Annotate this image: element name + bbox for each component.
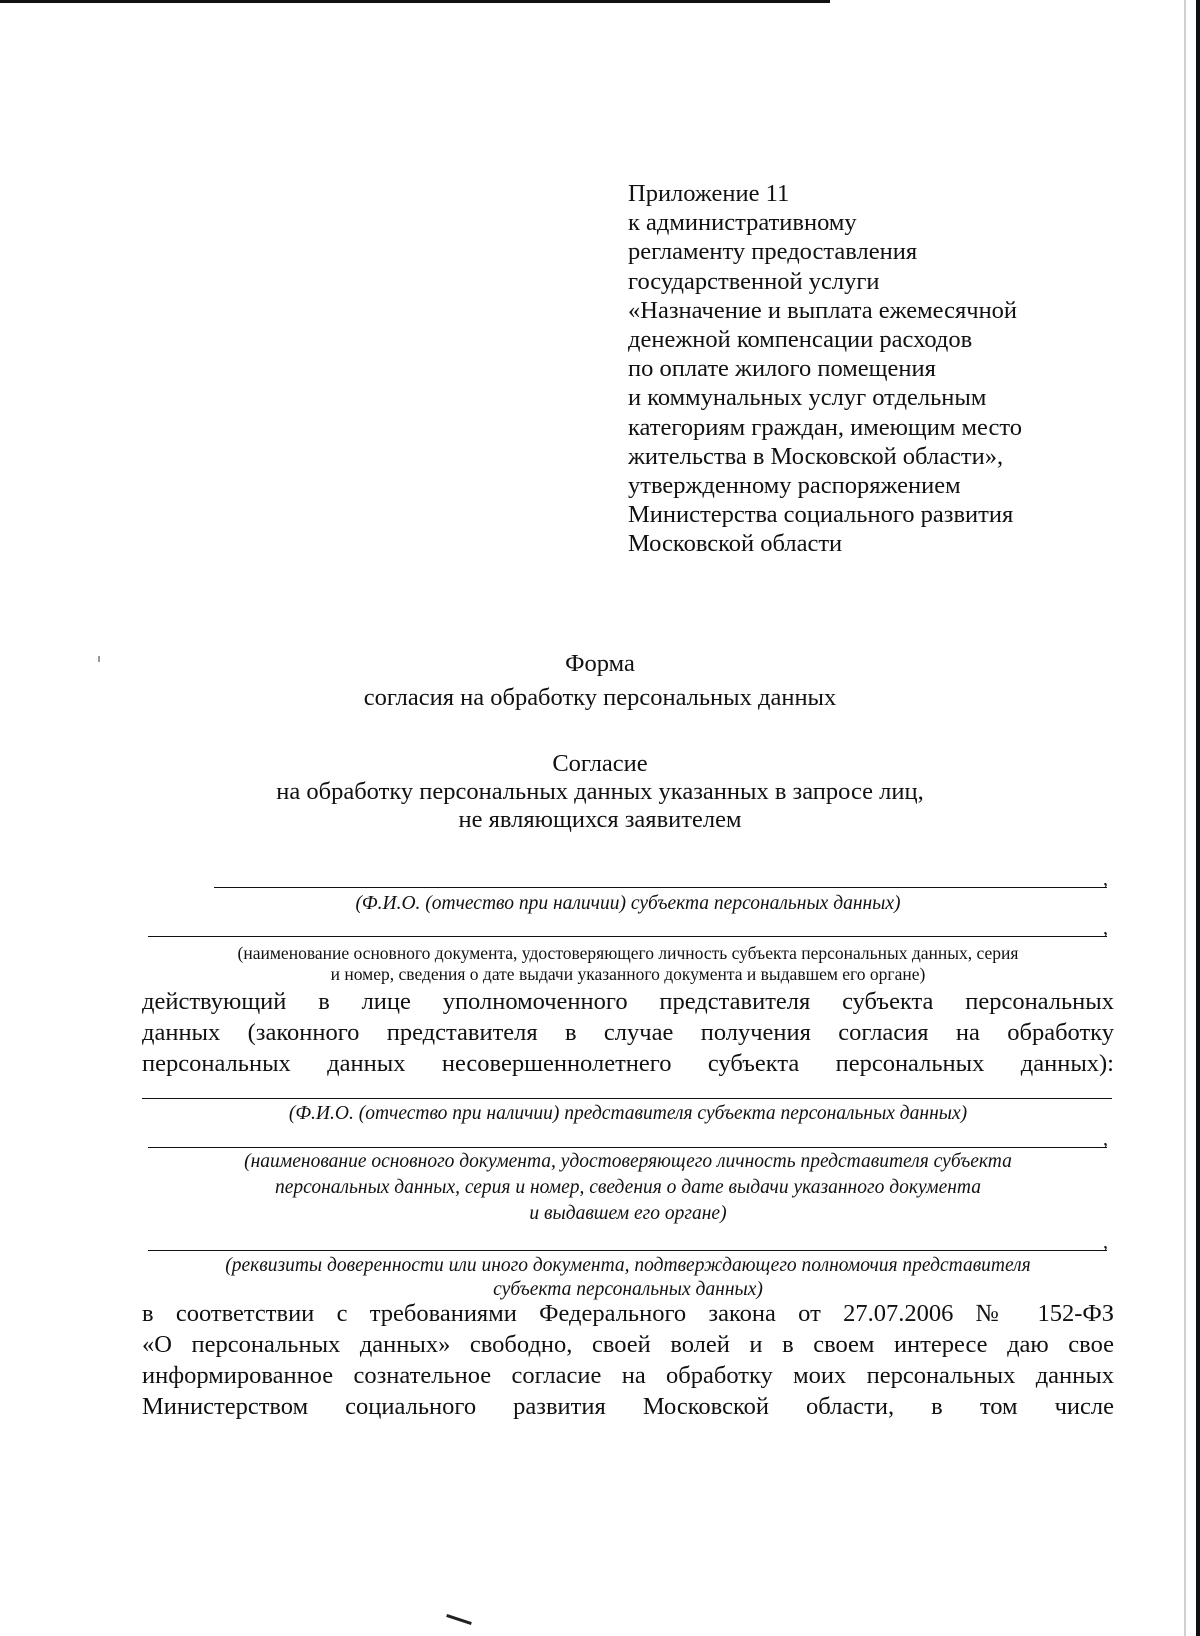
annex-line: государственной услуги (628, 267, 880, 295)
line-comma: , (1103, 917, 1108, 939)
annex-line: Приложение 11 (628, 180, 790, 207)
representative-name-line (142, 1098, 1112, 1099)
annex-line: Министерства социального развития (628, 501, 1014, 529)
form-subtitle: согласия на обработку персональных данных (363, 684, 837, 711)
annex-line: регламенту предоставления (628, 238, 918, 266)
subject-name-line (214, 887, 1107, 888)
paragraph-line: «О персональных данных» свободно, своей волей и в своем интересе даю свое (142, 1331, 1114, 1358)
annex-line: по оплате жилого помещения (628, 355, 936, 383)
line-comma: , (1103, 1128, 1108, 1150)
representative-document-caption-1: (наименование основного документа, удостоверяющего личность представителя субъекта (244, 1151, 1012, 1172)
annex-line: денежной компенсации расходов (628, 326, 973, 354)
representative-name-caption: (Ф.И.О. (отчество при наличии) представителя субъекта персональных данных) (288, 1103, 968, 1124)
subject-document-caption-1: (наименование основного документа, удостоверяющего личность субъекта персональных данных, серия (237, 943, 1019, 963)
subject-document-line (148, 936, 1107, 937)
line-comma: , (1103, 1231, 1108, 1253)
law-paragraph (142, 1298, 1114, 1422)
representative-document-caption-3: и выдавшем его органе) (529, 1203, 727, 1224)
subject-name-caption: (Ф.И.О. (отчество при наличии) субъекта персональных данных) (355, 893, 901, 914)
annex-line: к административному (628, 209, 857, 237)
annex-block (628, 179, 1148, 559)
annex-line: Московской области (628, 530, 843, 558)
paragraph-line: информированное сознательное согласие на обработку моих персональных данных (142, 1362, 1114, 1389)
paragraph-line: данных (законного представителя в случае получения согласия на обработку (142, 1019, 1114, 1046)
annex-line: и коммунальных услуг отдельным (628, 384, 987, 412)
annex-line: «Назначение и выплата ежемесячной (628, 296, 1018, 324)
power-of-attorney-caption-1: (реквизиты доверенности или иного документа, подтверждающего полномочия представителя (225, 1255, 1031, 1276)
consent-subtitle-line-2: не являющихся заявителем (458, 806, 742, 833)
paragraph-line: действующий в лице уполномоченного представителя субъекта персональных (142, 988, 1114, 1015)
subject-document-caption-2: и номер, сведения о дате выдачи указанного документа и выдавшем его органе) (330, 964, 926, 984)
paragraph-line: персональных данных несовершеннолетнего субъекта персональных данных): (142, 1050, 1114, 1077)
consent-title: Согласие (552, 750, 648, 777)
scan-mark (446, 1614, 472, 1625)
annex-line: жительства в Московской области», (628, 442, 1004, 470)
scan-top-edge (0, 0, 830, 3)
annex-line: утвержденному распоряжением (628, 472, 961, 500)
representative-document-line (148, 1147, 1107, 1148)
paragraph-line: Министерством социального развития Московской области, в том числе (142, 1393, 1114, 1420)
representative-document-caption-2: персональных данных, серия и номер, сведения о дате выдачи указанного документа (275, 1177, 981, 1198)
paragraph-line: в соответствии с требованиями Федерального закона от 27.07.2006 № 152-ФЗ (142, 1300, 1114, 1327)
power-of-attorney-line (148, 1250, 1107, 1251)
form-title: Форма (565, 650, 635, 677)
line-comma: , (1103, 868, 1108, 890)
power-of-attorney-caption-2: субъекта персональных данных) (493, 1279, 763, 1300)
consent-subtitle-line-1: на обработку персональных данных указанных в запросе лиц, (276, 778, 924, 805)
acting-paragraph (142, 986, 1114, 1079)
annex-line: категориям граждан, имеющим место (628, 413, 1022, 441)
